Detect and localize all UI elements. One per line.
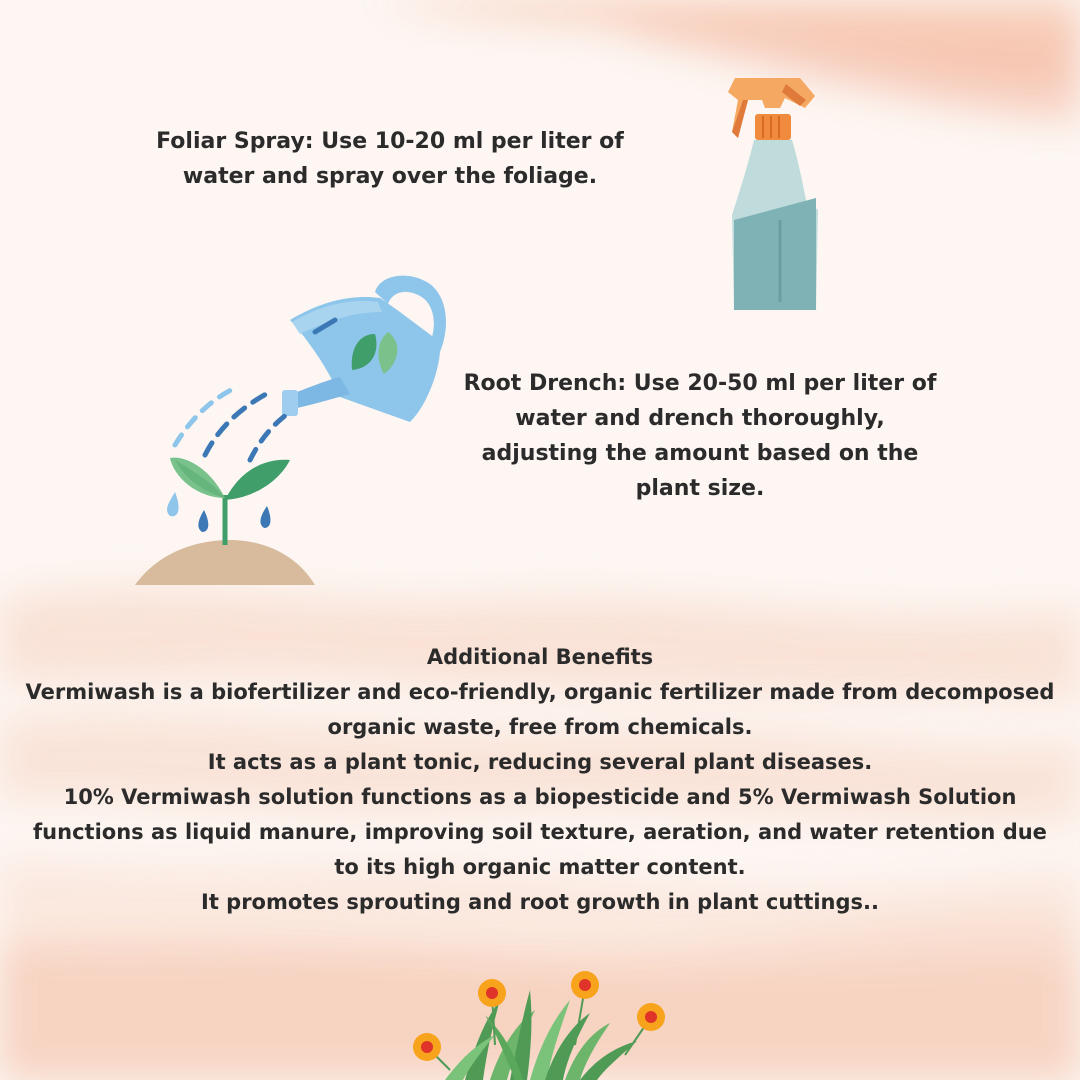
benefit-line: Vermiwash is a biofertilizer and eco-friendly, organic fertilizer made from decomposed organic waste, free from chemicals. — [25, 680, 1055, 739]
foliar-spray-instruction: Foliar Spray: Use 10-20 ml per liter of water and spray over the foliage. — [156, 129, 624, 189]
root-drench-instruction: Root Drench: Use 20-50 ml per liter of water and drench thoroughly, adjusting the amount based on the plant size. — [463, 371, 937, 501]
additional-benefits-section — [25, 640, 1055, 920]
spray-bottle-icon — [710, 70, 830, 320]
benefit-line: It acts as a plant tonic, reducing several plant diseases. — [207, 750, 873, 774]
benefit-line: It promotes sprouting and root growth in plant cuttings.. — [201, 890, 879, 914]
benefits-heading: Additional Benefits — [426, 645, 654, 669]
seedling-icon — [130, 380, 330, 590]
benefit-line: 10% Vermiwash solution functions as a biopesticide and 5% Vermiwash Solution functions as liquid manure, improving soil texture, aeration, and water retention due to its high organic matter content. — [33, 785, 1047, 879]
flowers-grass-icon — [405, 965, 685, 1080]
